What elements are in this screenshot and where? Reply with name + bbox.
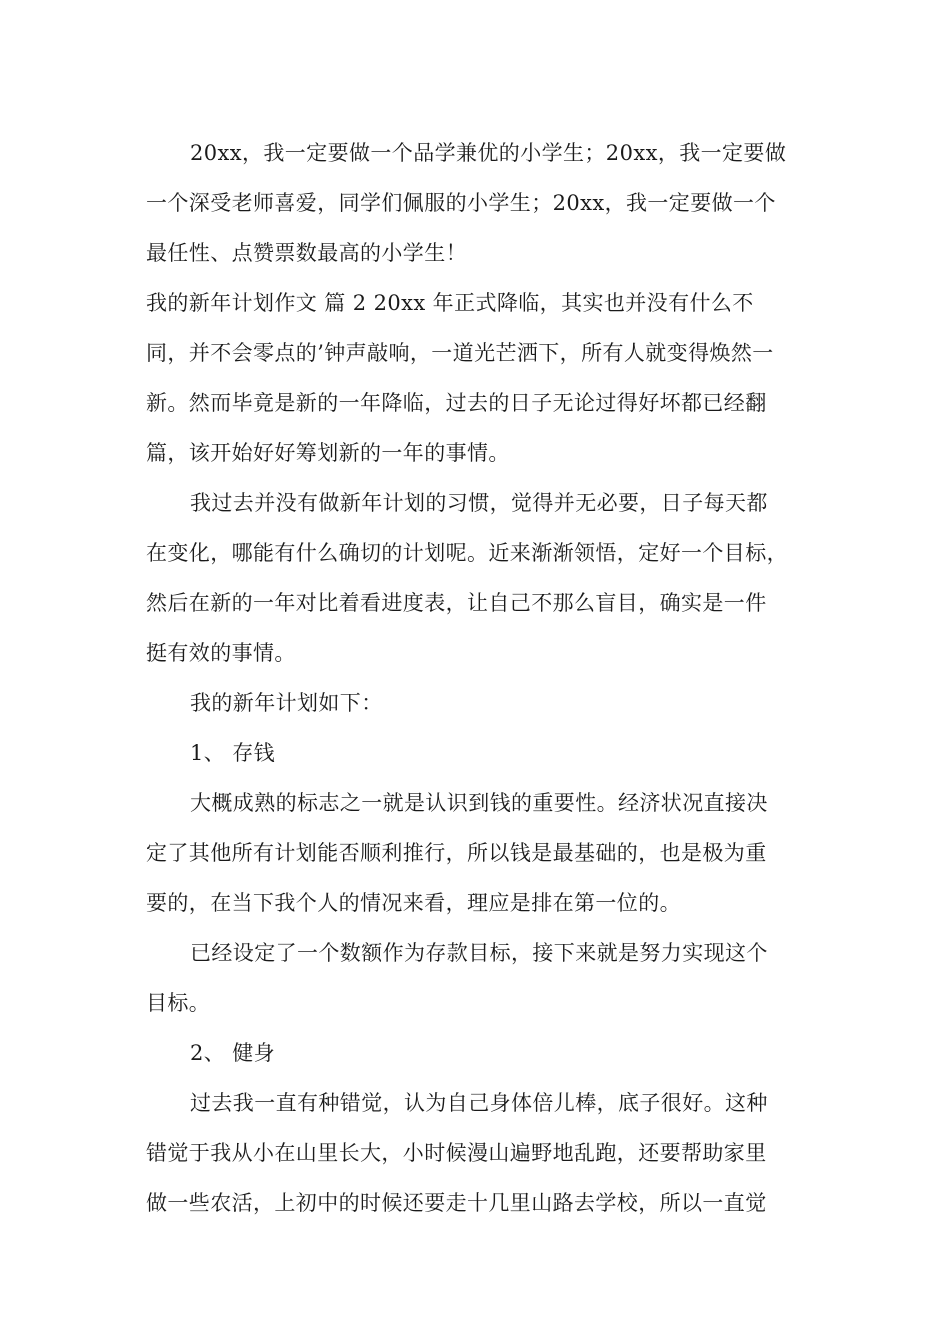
text-line: 我的新年计划作文 篇 2 20xx 年正式降临，其实也并没有什么不 — [146, 291, 754, 315]
text-line: 我的新年计划如下： — [190, 691, 383, 715]
text-line: 错觉于我从小在山里长大，小时候漫山遍野地乱跑，还要帮助家里 — [146, 1141, 767, 1165]
text-line: 目标。 — [146, 991, 211, 1015]
text-line: 已经设定了一个数额作为存款目标，接下来就是努力实现这个 — [190, 941, 768, 965]
text-line: 要的，在当下我个人的情况来看，理应是排在第一位的。 — [146, 891, 681, 915]
section-heading: 1、 存钱 — [190, 741, 276, 765]
text-line: 最任性、点赞票数最高的小学生！ — [146, 241, 467, 265]
text-line: 新。然而毕竟是新的一年降临，过去的日子无论过得好坏都已经翻 — [146, 391, 767, 415]
text-line: 篇，该开始好好筹划新的一年的事情。 — [146, 441, 510, 465]
text-line: 定了其他所有计划能否顺利推行，所以钱是最基础的，也是极为重 — [146, 841, 767, 865]
text-line: 做一些农活，上初中的时候还要走十几里山路去学校，所以一直觉 — [146, 1191, 767, 1215]
text-line: 同，并不会零点的’钟声敲响，一道光芒洒下，所有人就变得焕然一 — [146, 341, 774, 365]
text-line: 20xx，我一定要做一个品学兼优的小学生；20xx，我一定要做 — [190, 141, 787, 165]
section-heading: 2、 健身 — [190, 1041, 276, 1065]
text-line: 我过去并没有做新年计划的习惯，觉得并无必要，日子每天都 — [190, 491, 768, 515]
text-line: 然后在新的一年对比着看进度表，让自己不那么盲目，确实是一件 — [146, 591, 767, 615]
text-line: 一个深受老师喜爱，同学们佩服的小学生；20xx，我一定要做一个 — [146, 191, 776, 215]
text-line: 过去我一直有种错觉，认为自己身体倍儿棒，底子很好。这种 — [190, 1091, 768, 1115]
text-line: 在变化，哪能有什么确切的计划呢。近来渐渐领悟，定好一个目标， — [146, 541, 788, 565]
text-line: 挺有效的事情。 — [146, 641, 296, 665]
text-line: 大概成熟的标志之一就是认识到钱的重要性。经济状况直接决 — [190, 791, 768, 815]
